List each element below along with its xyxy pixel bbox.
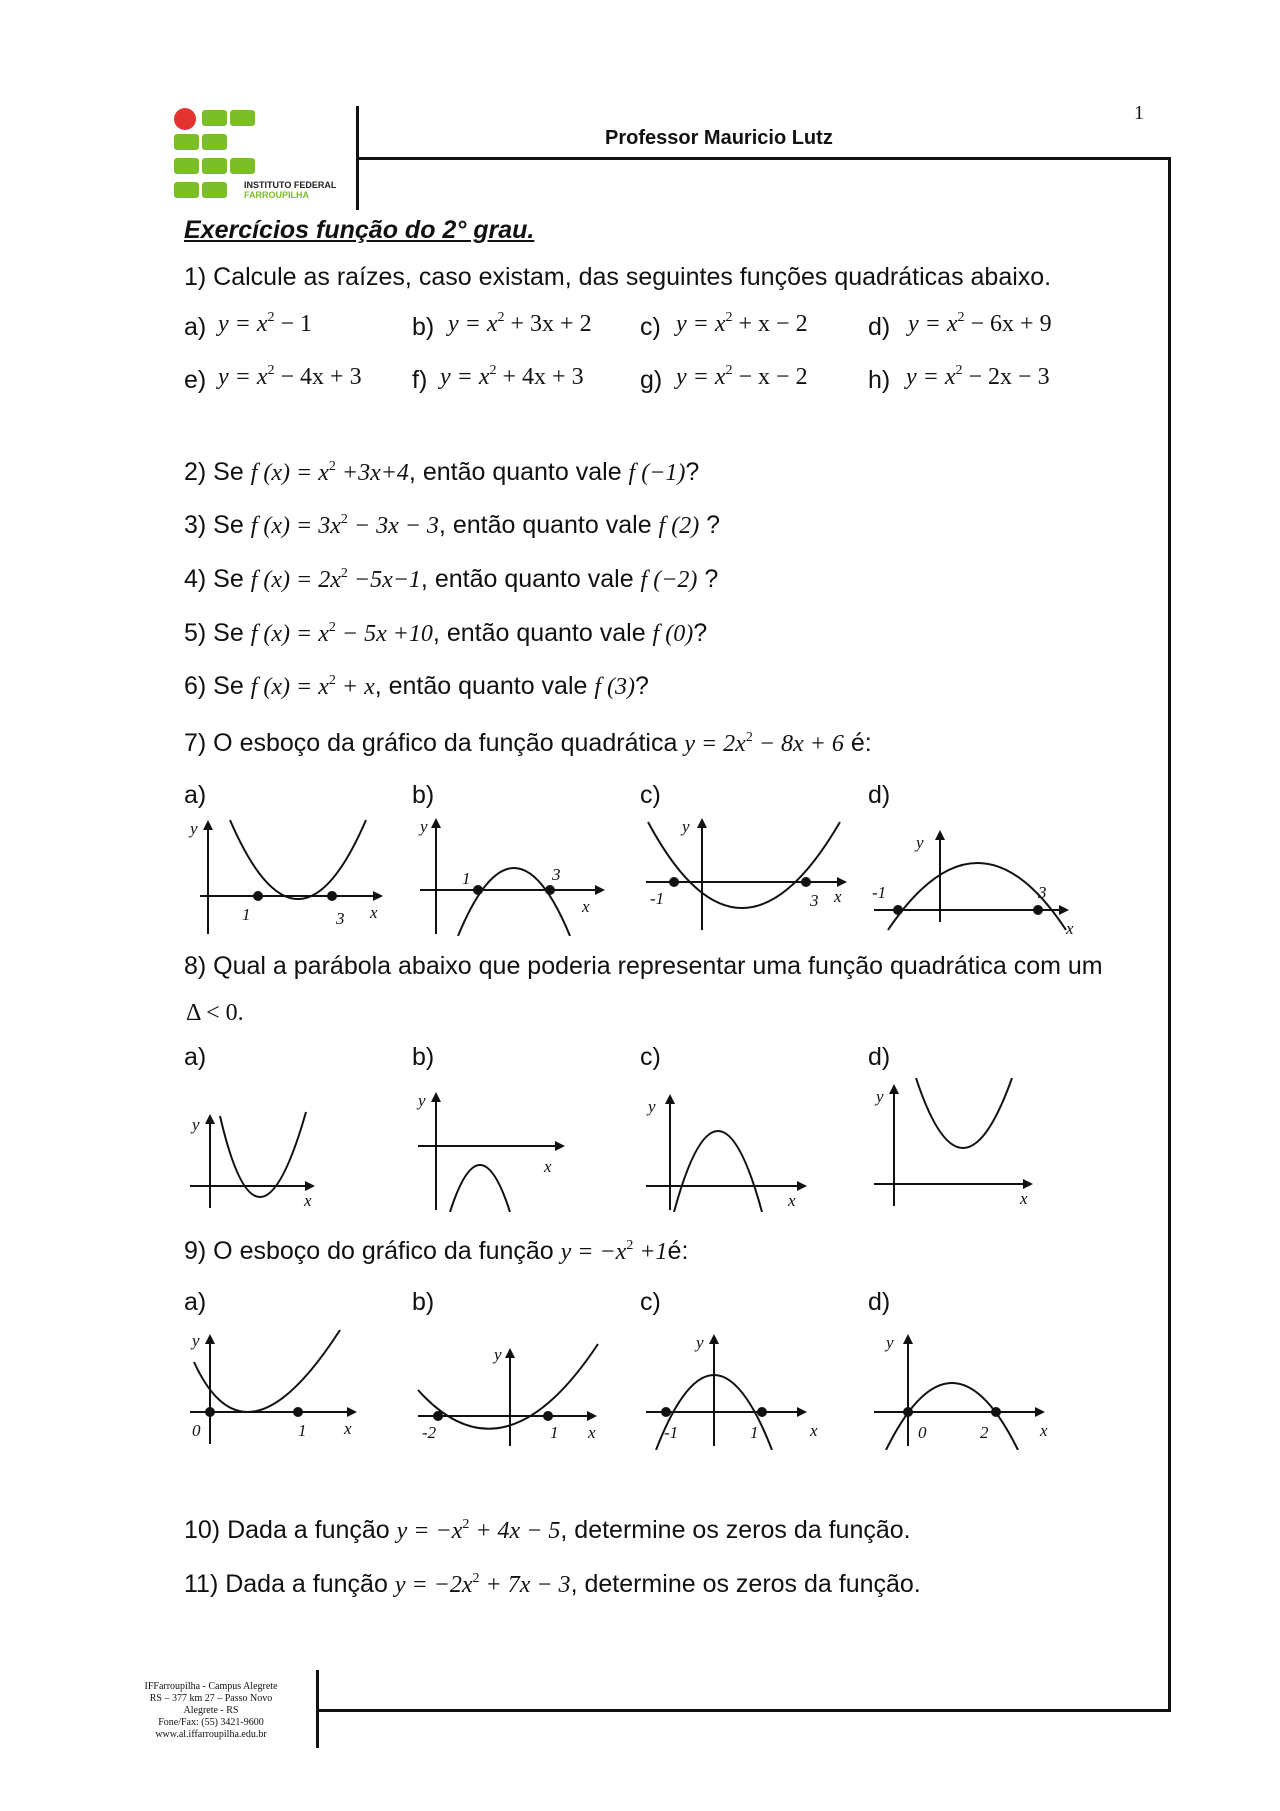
page-title: Exercícios função do 2° grau. (184, 216, 535, 244)
logo-square (174, 182, 199, 198)
q4-argument: f (−2) (640, 567, 698, 593)
question-11: 11) Dada a função $y = -2x^2 + 7x - 3$, determine os zeros da função. (184, 1570, 921, 1598)
q7a-root-1: 1 (242, 905, 251, 924)
question-6: 6) Se f $(x) = x^2 + x$, então quanto vale f (3)? (184, 672, 649, 700)
q2-mid: , então quanto vale (408, 458, 622, 486)
footer-line: Fone/Fax: (55) 3421-9600 (158, 1717, 264, 1728)
q7c-root-2: 3 (810, 891, 819, 910)
q1-item-label: h) (868, 366, 891, 394)
q7b-y-label: y (420, 817, 428, 836)
q10-equation: $y = -x^2 + 4x - 5$ (396, 1517, 561, 1544)
professor-name: Professor Mauricio Lutz (605, 127, 833, 149)
q11-equation: $y = -2x^2 + 7x - 3$ (394, 1571, 571, 1598)
question-7: 7) O esboço da gráfico da função quadrática $y = 2x^2 - 8x + 6$ é: (184, 729, 872, 757)
logo-square (202, 110, 227, 126)
q1-item-label: f) (412, 366, 428, 394)
q6-mid: , então quanto vale (374, 672, 588, 700)
logo-red-circle (174, 108, 196, 130)
q3-mid: , então quanto vale (438, 511, 652, 539)
q7b-root-2: 3 (552, 865, 561, 884)
question-10: 10) Dada a função $y = -x^2 + 4x - 5$, determine os zeros da função. (184, 1516, 911, 1544)
q1-item-label: e) (184, 366, 207, 394)
q8-graph-c (642, 1090, 822, 1212)
q9d-x-label: x (1040, 1421, 1048, 1440)
q1-item-equation: $y = x^2 - 4x + 3$ (218, 363, 362, 390)
q8-option-label: a) (184, 1043, 207, 1071)
q8b-y-label: y (418, 1091, 426, 1110)
logo-square (230, 158, 255, 174)
q1-item-equation: $y = x^2 + 3x + 2$ (448, 310, 592, 337)
q7a-x-label: x (370, 903, 378, 922)
question-1-text: 1) Calcule as raízes, caso existam, das seguintes funções quadráticas abaixo. (184, 263, 1052, 291)
q5-number: 5) Se (184, 619, 244, 647)
q3-function: f $(x) = 3x^2 - 3x - 3$ (250, 512, 439, 539)
q7b-x-label: x (582, 897, 590, 916)
q5-mid: , então quanto vale (432, 619, 646, 647)
q8-graph-b (414, 1088, 574, 1212)
question-3: 3) Se f $(x) = 3x^2 - 3x - 3$, então quanto vale f (2) ? (184, 511, 721, 539)
q7a-root-2: 3 (336, 909, 345, 928)
q7c-x-label: x (834, 887, 842, 906)
q2-function: f $(x) = x^2 +3x+4$ (250, 459, 409, 486)
q9c-x-label: x (810, 1421, 818, 1440)
logo-text-line1: INSTITUTO FEDERAL (244, 180, 337, 190)
q1-item-label: c) (640, 313, 661, 341)
q7a-y-label: y (190, 819, 198, 838)
q8d-y-label: y (876, 1087, 884, 1106)
question-8-condition: Δ < 0. (186, 1000, 244, 1026)
q1-item-label: d) (868, 313, 891, 341)
q9-text: 9) O esboço do gráfico da função (184, 1237, 554, 1265)
question-8-text: 8) Qual a parábola abaixo que poderia representar uma função quadrática com um (184, 952, 1103, 980)
logo-square (202, 182, 227, 198)
q9-option-label: a) (184, 1288, 207, 1316)
q6-number: 6) Se (184, 672, 244, 700)
q1-item-label: b) (412, 313, 435, 341)
footer-vertical-rule (316, 1670, 319, 1748)
q7-option-label: a) (184, 781, 207, 809)
q9a-x-label: x (344, 1419, 352, 1438)
footer-horizontal-rule (316, 1709, 1171, 1712)
logo-square (230, 110, 255, 126)
footer-line: Alegrete - RS (183, 1705, 239, 1716)
q7-option-label: b) (412, 781, 435, 809)
question-9: 9) O esboço do gráfico da função $y = -x^2$ +1é: (184, 1237, 689, 1265)
logo-square (174, 158, 199, 174)
q5-argument: f (0) (652, 621, 694, 647)
q7d-x-label: x (1066, 919, 1074, 938)
q9a-root-1: 0 (192, 1421, 201, 1440)
q9-option-label: d) (868, 1288, 891, 1316)
header-horizontal-rule (356, 157, 1170, 160)
q1-item-label: a) (184, 313, 207, 341)
q8a-y-label: y (192, 1115, 200, 1134)
footer-line: RS – 377 km 27 – Passo Novo (149, 1693, 273, 1704)
logo-text-line2: FARROUPILHA (244, 190, 309, 200)
q4-number: 4) Se (184, 565, 244, 593)
q9-option-label: b) (412, 1288, 435, 1316)
q7-equation: $y = 2x^2 - 8x + 6$ (684, 730, 844, 757)
logo-square (174, 134, 199, 150)
q4-mid: , então quanto vale (420, 565, 634, 593)
q7-option-label: c) (640, 781, 661, 809)
institution-logo (172, 106, 362, 206)
q7d-root-2: 3 (1038, 883, 1047, 902)
q8-option-label: c) (640, 1043, 661, 1071)
q7d-root-1: -1 (872, 883, 887, 902)
q4-function: f $(x) = 2x^2 -5x-1$ (250, 566, 421, 593)
q9-graph-c (642, 1326, 822, 1450)
q1-item-equation: $y = x^2 - 1$ (218, 310, 313, 337)
q7-graph-a (186, 818, 386, 936)
q3-argument: f (2) (658, 513, 700, 539)
q8c-x-label: x (788, 1191, 796, 1210)
q1-item-equation: $y = x^2 - 2x - 3$ (906, 363, 1050, 390)
q9b-y-label: y (494, 1345, 502, 1364)
q1-item-equation: $y = x^2 + 4x + 3$ (440, 363, 584, 390)
q9d-y-label: y (886, 1333, 894, 1352)
q8d-x-label: x (1020, 1189, 1028, 1208)
q9c-root-1: -1 (664, 1423, 679, 1442)
q9c-y-label: y (696, 1333, 704, 1352)
q7d-y-label: y (916, 833, 924, 852)
question-2: 2) Se f $(x) = x^2 +3x+4$, então quanto vale f (−1)? (184, 458, 700, 486)
page-right-border (1168, 157, 1171, 1712)
q10-text: 10) Dada a função (184, 1516, 390, 1544)
q9c-root-2: 1 (750, 1423, 759, 1442)
q11-text: 11) Dada a função (184, 1570, 388, 1598)
q8-option-label: d) (868, 1043, 891, 1071)
q6-function: f $(x) = x^2 + x$ (250, 673, 375, 700)
q2-number: 2) Se (184, 458, 244, 486)
footer-address (126, 1681, 296, 1741)
q9d-root-1: 0 (918, 1423, 927, 1442)
q7-graph-b (414, 816, 614, 936)
q9-option-label: c) (640, 1288, 661, 1316)
q9d-root-2: 2 (980, 1423, 989, 1442)
q8-graph-a (186, 1110, 326, 1210)
q9b-root-1: -2 (422, 1423, 437, 1442)
q7-graph-d (868, 826, 1080, 938)
q9b-root-2: 1 (550, 1423, 559, 1442)
question-5: 5) Se f $(x) = x^2 - 5x +10$, então quanto vale f (0)? (184, 619, 708, 647)
q2-argument: f (−1) (628, 460, 686, 486)
logo-square (202, 134, 227, 150)
q1-item-equation: $y = x^2 - x - 2$ (676, 363, 808, 390)
q8b-x-label: x (544, 1157, 552, 1176)
q7-option-label: d) (868, 781, 891, 809)
q8-option-label: b) (412, 1043, 435, 1071)
q9-graph-a (186, 1326, 366, 1446)
q7c-root-1: -1 (650, 889, 665, 908)
q7-graph-c (640, 816, 852, 932)
q8c-y-label: y (648, 1097, 656, 1116)
footer-link[interactable]: www.al.iffarroupilha.edu.br (155, 1729, 267, 1740)
q1-item-equation: $y = x^2 + x - 2$ (676, 310, 808, 337)
q7-text: 7) O esboço da gráfico da função quadrática (184, 729, 678, 757)
q7c-y-label: y (682, 817, 690, 836)
page-number: 1 (1134, 102, 1144, 124)
q6-argument: f (3) (594, 674, 636, 700)
q1-item-equation: $y = x^2 - 6x + 9$ (908, 310, 1052, 337)
question-4: 4) Se f $(x) = 2x^2 -5x-1$, então quanto vale f (−2) ? (184, 565, 719, 593)
q3-number: 3) Se (184, 511, 244, 539)
q5-function: f $(x) = x^2 - 5x +10$ (250, 620, 433, 647)
footer-line: IFFarroupilha - Campus Alegrete (144, 1681, 278, 1692)
q9-graph-b (414, 1340, 604, 1450)
q7b-root-1: 1 (462, 869, 471, 888)
q9a-y-label: y (192, 1331, 200, 1350)
q9b-x-label: x (588, 1423, 596, 1442)
q8-graph-d (870, 1078, 1050, 1210)
q9-equation: $y = -x^2 +1$ (560, 1238, 668, 1265)
q1-item-label: g) (640, 366, 663, 394)
q8a-x-label: x (304, 1191, 312, 1210)
q9a-root-2: 1 (298, 1421, 307, 1440)
q9-graph-d (870, 1326, 1060, 1450)
logo-square (202, 158, 227, 174)
